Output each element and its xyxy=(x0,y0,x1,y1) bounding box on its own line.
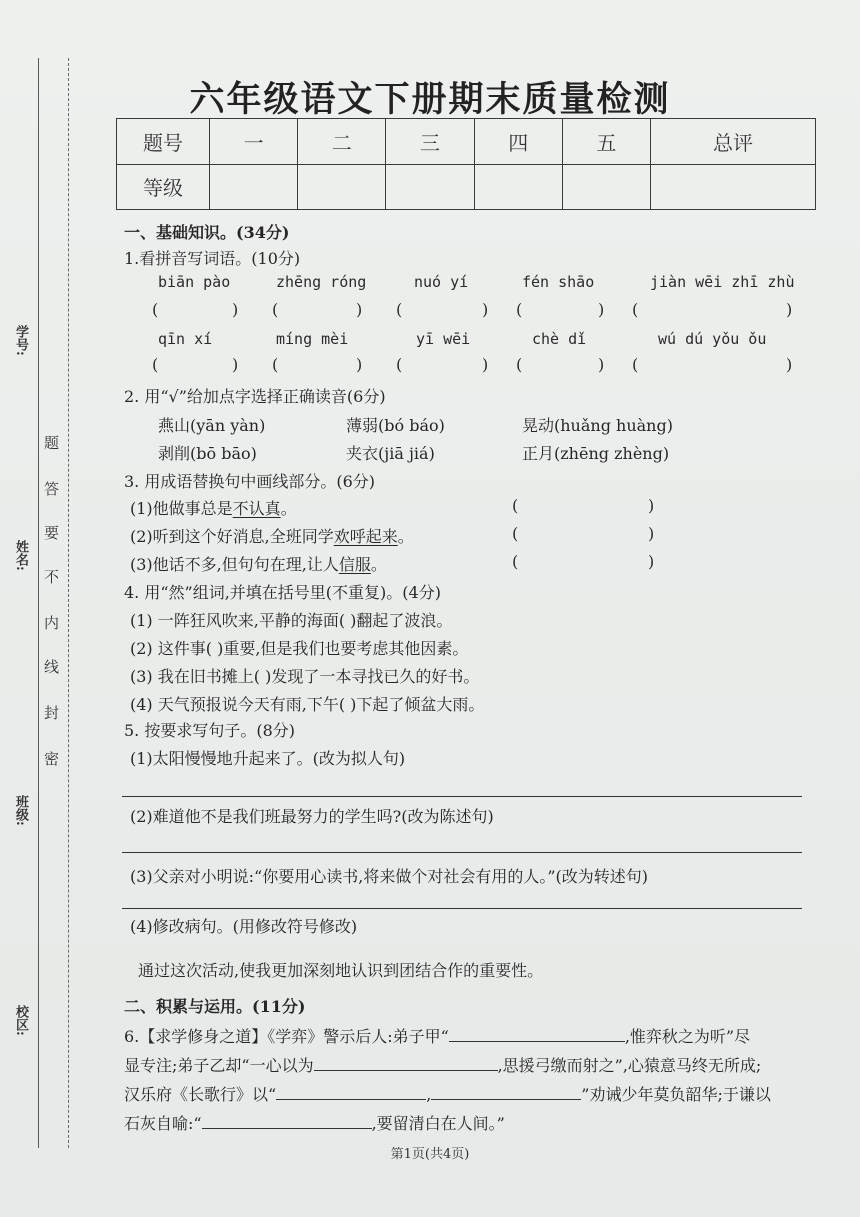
answer-paren: ) xyxy=(648,552,655,571)
seal-char: 密 xyxy=(44,750,60,768)
seal-char: 内 xyxy=(44,614,60,632)
pinyin: míng mèi xyxy=(276,330,349,348)
page-title: 六年级语文下册期末质量检测 xyxy=(189,79,671,120)
answer-paren: ( xyxy=(632,355,639,374)
answer-paren: ( xyxy=(516,355,523,374)
seal-char: 要 xyxy=(44,524,60,542)
answer-paren: ) xyxy=(598,355,605,374)
answer-line[interactable] xyxy=(122,796,802,797)
grade-cell[interactable] xyxy=(562,164,650,210)
answer-paren: ( xyxy=(396,355,403,374)
score-grade-row xyxy=(117,164,816,210)
grade-cell[interactable] xyxy=(210,164,298,210)
q4-sentence: (1) 一阵狂风吹来,平静的海面( )翻起了波浪。 xyxy=(130,611,453,630)
score-header-cell: 三 xyxy=(386,119,474,165)
reading-choice[interactable]: 剥削(bō bāo) xyxy=(158,444,257,463)
answer-paren: ( xyxy=(272,300,279,319)
answer-paren: ) xyxy=(786,355,793,374)
answer-line[interactable] xyxy=(122,852,802,853)
q3-label: 3. 用成语替换句中画线部分。(6分) xyxy=(124,472,376,491)
reading-choice[interactable]: 晃动(huǎng huàng) xyxy=(522,416,673,435)
answer-paren: ( xyxy=(632,300,639,319)
seal-char: 答 xyxy=(44,480,60,498)
section1-heading: 一、基础知识。(34分) xyxy=(124,223,290,242)
reading-choice[interactable]: 薄弱(bó báo) xyxy=(346,416,445,435)
underlined-phrase: 信服 xyxy=(338,555,371,574)
q5-label: 5. 按要求写句子。(8分) xyxy=(124,721,296,740)
pinyin: wú dú yǒu ǒu xyxy=(658,330,767,348)
name-field[interactable]: 姓名: xyxy=(13,540,28,571)
seal-line xyxy=(68,58,69,1148)
reading-choice[interactable]: 正月(zhēng zhèng) xyxy=(522,444,670,463)
pinyin: chè dǐ xyxy=(532,330,587,348)
q5-prompt: (2)难道他不是我们班最努力的学生吗?(改为陈述句) xyxy=(130,807,494,826)
answer-paren: ( xyxy=(512,524,519,543)
q2-label: 2. 用“√”给加点字选择正确读音(6分) xyxy=(124,387,386,406)
answer-paren: ) xyxy=(648,524,655,543)
q4-label: 4. 用“然”组词,并填在括号里(不重复)。(4分) xyxy=(124,583,441,602)
answer-paren: ( xyxy=(512,552,519,571)
answer-paren: ) xyxy=(232,300,239,319)
pinyin: yī wēi xyxy=(416,330,471,348)
pinyin: jiàn wēi zhī zhù xyxy=(650,273,795,291)
pinyin: zhēng róng xyxy=(276,273,367,291)
reading-choice[interactable]: 燕山(yān yàn) xyxy=(158,416,266,435)
q4-sentence: (3) 我在旧书摊上( )发现了一本寻找已久的好书。 xyxy=(130,667,480,686)
score-header-cell: 题号 xyxy=(117,119,210,165)
q1-label: 1.看拼音写词语。(10分) xyxy=(124,249,301,268)
grade-cell[interactable] xyxy=(386,164,474,210)
score-header-cell: 四 xyxy=(474,119,562,165)
answer-paren: ( xyxy=(272,355,279,374)
score-table xyxy=(116,118,816,210)
pinyin: qīn xí xyxy=(158,330,213,348)
answer-paren: ( xyxy=(512,496,519,515)
campus-field[interactable]: 校区: xyxy=(13,1005,28,1036)
q6-line: 显专注;弟子乙却“一心以为 ,思援弓缴而射之”,心猿意马终无所成; xyxy=(124,1056,762,1075)
section2-heading: 二、积累与运用。(11分) xyxy=(124,997,306,1016)
answer-paren: ( xyxy=(152,300,159,319)
q4-sentence: (2) 这件事( )重要,但是我们也要考虑其他因素。 xyxy=(130,639,469,658)
margin-rule xyxy=(38,58,39,1148)
pinyin: nuó yí xyxy=(414,273,469,291)
answer-paren: ( xyxy=(516,300,523,319)
q6-line: 石灰自喻:“ ,要留清白在人间。” xyxy=(124,1114,505,1133)
q6-line: 汉乐府《长歌行》以“ , ”劝诫少年莫负韶华;于谦以 xyxy=(124,1085,771,1104)
q6-line: 6.【求学修身之道】《学弈》警示后人:弟子甲“ ,惟弈秋之为听”尽 xyxy=(124,1027,751,1046)
answer-paren: ) xyxy=(482,355,489,374)
q5-prompt: (3)父亲对小明说:“你要用心读书,将来做个对社会有用的人。”(改为转述句) xyxy=(130,867,648,886)
grade-cell[interactable] xyxy=(298,164,386,210)
underlined-phrase: 欢呼起来 xyxy=(333,527,398,546)
score-header-cell: 二 xyxy=(298,119,386,165)
page-footer: 第1页(共4页) xyxy=(390,1147,470,1162)
seal-char: 不 xyxy=(44,568,60,586)
pinyin: biān pào xyxy=(158,273,231,291)
q5-prompt: (1)太阳慢慢地升起来了。(改为拟人句) xyxy=(130,749,406,768)
q4-sentence: (4) 天气预报说今天有雨,下午( )下起了倾盆大雨。 xyxy=(130,695,485,714)
answer-paren: ) xyxy=(356,355,363,374)
fill-blank[interactable] xyxy=(202,1114,372,1129)
seal-char: 封 xyxy=(44,704,60,722)
fill-blank[interactable] xyxy=(276,1085,426,1100)
student-id-field[interactable]: 学号: xyxy=(13,325,28,356)
q3-sentence: (2)听到这个好消息,全班同学欢呼起来。 xyxy=(130,527,414,546)
pinyin: fén shāo xyxy=(522,273,595,291)
q5-prompt: (4)修改病句。(用修改符号修改) xyxy=(130,917,358,936)
answer-paren: ) xyxy=(482,300,489,319)
score-header-cell: 总评 xyxy=(651,119,816,165)
answer-line[interactable] xyxy=(122,908,802,909)
grade-cell[interactable] xyxy=(474,164,562,210)
faulty-sentence: 通过这次活动,使我更加深刻地认识到团结合作的重要性。 xyxy=(138,961,544,980)
score-row-label: 等级 xyxy=(117,164,210,210)
seal-char: 线 xyxy=(44,658,60,676)
grade-cell[interactable] xyxy=(651,164,816,210)
answer-paren: ) xyxy=(232,355,239,374)
answer-paren: ( xyxy=(152,355,159,374)
underlined-phrase: 不认真 xyxy=(232,499,281,518)
class-field[interactable]: 班级: xyxy=(13,795,28,826)
q3-sentence: (1)他做事总是不认真。 xyxy=(130,499,297,518)
score-header-cell: 五 xyxy=(562,119,650,165)
answer-paren: ) xyxy=(598,300,605,319)
answer-paren: ) xyxy=(786,300,793,319)
fill-blank[interactable] xyxy=(449,1027,625,1042)
seal-char: 题 xyxy=(44,434,60,452)
score-header-row xyxy=(117,119,816,165)
reading-choice[interactable]: 夹衣(jiā jiá) xyxy=(346,444,435,463)
q3-sentence: (3)他话不多,但句句在理,让人信服。 xyxy=(130,555,387,574)
answer-paren: ) xyxy=(648,496,655,515)
fill-blank[interactable] xyxy=(431,1085,581,1100)
score-header-cell: 一 xyxy=(210,119,298,165)
answer-paren: ( xyxy=(396,300,403,319)
answer-paren: ) xyxy=(356,300,363,319)
fill-blank[interactable] xyxy=(314,1056,498,1071)
